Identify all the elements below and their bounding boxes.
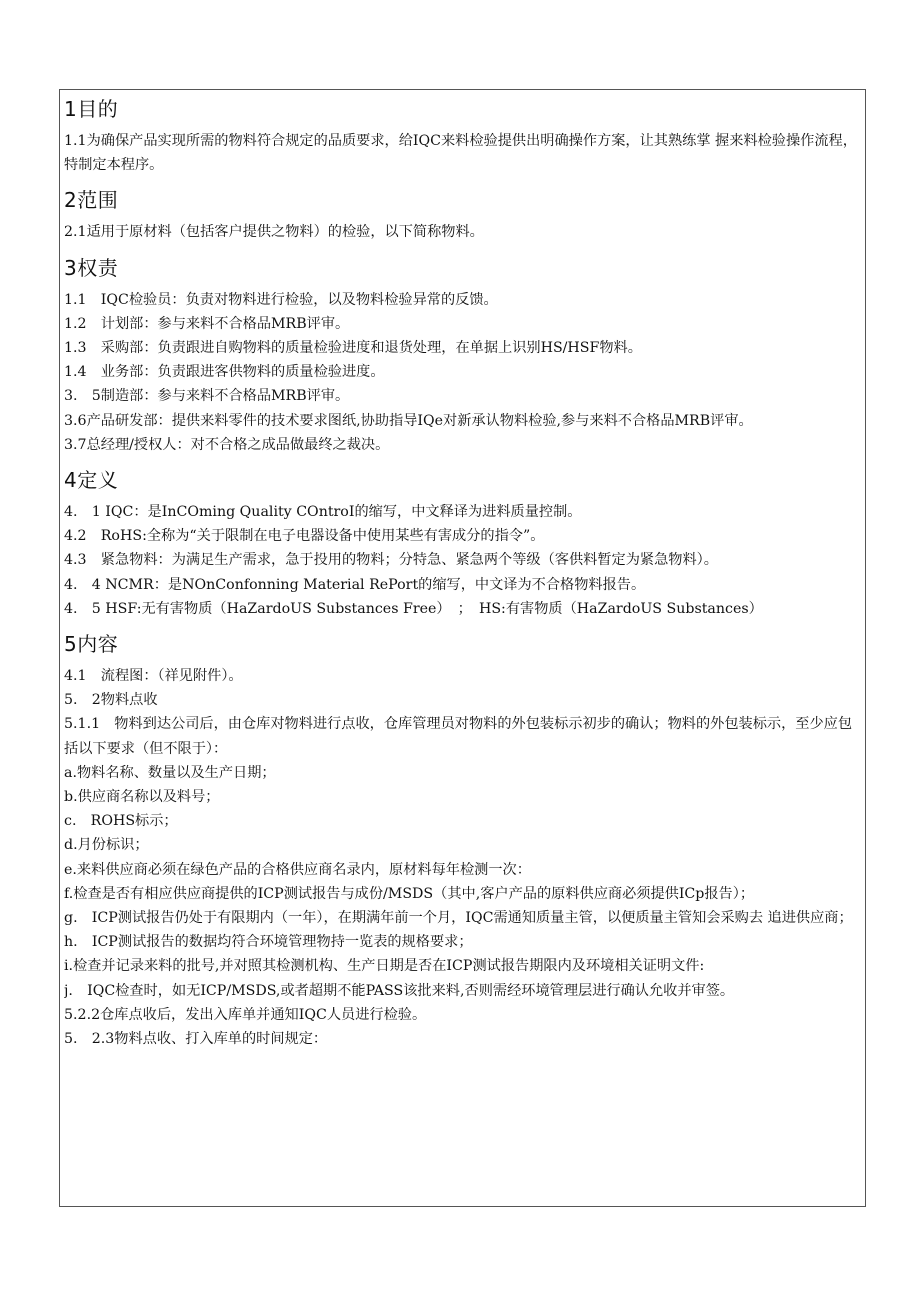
list-item: 5. 2物料点收 <box>64 692 158 709</box>
list-item: 5.1.1 物料到达公司后，由仓库对物料进行点收，仓库管理员对物料的外包装标示初步的确认；物料的外包装标示，至少应包括以下要求（但不限于）： <box>64 716 853 757</box>
list-item: 4. 5 HSF:无有害物质（HaZardoUS Substances Free） ； HS:有害物质（HaZardoUS Substances） <box>64 600 763 617</box>
list-item: 4.1 流程图：（祥见附件）。 <box>64 668 243 685</box>
list-item: 4.2 RoHS:全称为“关于限制在电子电器设备中使用某些有害成分的指令”。 <box>64 528 545 545</box>
section-heading-responsibilities <box>64 253 861 283</box>
list-item: 4.3 紧急物料：为满足生产需求，急于投用的物料；分特急、紧急两个等级（客供料暂定为紧急物料）。 <box>64 552 718 569</box>
paragraph: 1.1为确保产品实现所需的物料符合规定的品质要求，给IQC来料检验提供出明确操作方案，让其熟练掌 握来料检验操作流程，特制定本程序。 <box>64 133 857 174</box>
list-item: 3.7总经理/授权人：对不合格之成品做最终之裁决。 <box>64 436 390 453</box>
list-item: b.供应商名称以及料号； <box>64 789 220 806</box>
list-item: 5. 2.3物料点收、打入库单的时间规定： <box>64 1031 328 1048</box>
section-heading-purpose <box>64 94 861 124</box>
list-item: j. IQC检查时，如无ICP/MSDS,或者超期不能PASS该批来料,否则需经环境管理层进行确认允收并审签。 <box>64 982 735 999</box>
section-heading-content <box>64 629 861 659</box>
list-item: 1.4 业务部：负责跟进客供物料的质量检验进度。 <box>64 364 385 381</box>
list-item: a.物料名称、数量以及生产日期； <box>64 764 276 781</box>
list-item: f.检查是否有相应供应商提供的ICP测试报告与成份/MSDS（其中,客户产品的原料供应商必须提供ICp报告）； <box>64 885 755 902</box>
list-item: 3.6产品研发部：提供来料零件的技术要求图纸,协助指导IQe对新承认物料检验,参与来料不合格品MRB评审。 <box>64 412 753 429</box>
paragraph: 2.1适用于原材料（包括客户提供之物料）的检验，以下简称物料。 <box>64 224 484 241</box>
section-number: 4 <box>64 468 78 493</box>
section-number: 3 <box>64 255 78 280</box>
list-item: g. ICP测试报告仍处于有限期内（一年），在期满年前一个月，IQC需通知质量主管，以便质量主管知会采购去 追进供应商； <box>64 910 853 927</box>
section-title: 内容 <box>77 632 119 657</box>
list-item: c. ROHS标示； <box>64 813 178 830</box>
section-number: 5 <box>64 632 78 657</box>
list-item: h. ICP测试报告的数据均符合环境管理物持一览表的规格要求； <box>64 934 473 951</box>
section-number: 1 <box>64 97 78 121</box>
section-title: 权责 <box>77 255 119 280</box>
list-item: 1.1 IQC检验员：负责对物料进行检验，以及物料检验异常的反馈。 <box>64 291 498 308</box>
list-item: i.检查并记录来料的批号,并对照其检测机构、生产日期是否在ICP测试报告期限内及环境相关证明文件: <box>64 958 705 975</box>
section-heading-definitions <box>64 465 861 495</box>
list-item: 1.2 计划部：参与来料不合格品MRB评审。 <box>64 315 350 332</box>
list-item: d.月份标识； <box>64 837 149 854</box>
section-heading-scope <box>64 185 861 215</box>
section-number: 2 <box>64 188 78 213</box>
section-title: 目的 <box>77 97 119 121</box>
list-item: 4. 1 IQC：是InCOming Quality COntroI的缩写，中文释译为进料质量控制。 <box>64 504 582 521</box>
list-item: 3. 5制造部：参与来料不合格品MRB评审。 <box>64 388 350 405</box>
section-title: 范围 <box>77 188 119 213</box>
list-item: 4. 4 NCMR：是NOnConfonning Material RePort的缩写，中文译为不合格物料报告。 <box>64 576 646 593</box>
list-item: 1.3 采购部：负责跟进自购物料的质量检验进度和退货处理，在单据上识别HS/HSF物料。 <box>64 340 642 357</box>
list-item: e.来料供应商必须在绿色产品的合格供应商名录内，原材料每年检测一次： <box>64 861 531 878</box>
section-title: 定义 <box>77 468 119 493</box>
list-item: 5.2.2仓库点收后，发出入库单并通知IQC人员进行检验。 <box>64 1006 427 1023</box>
document-frame <box>59 89 866 1207</box>
